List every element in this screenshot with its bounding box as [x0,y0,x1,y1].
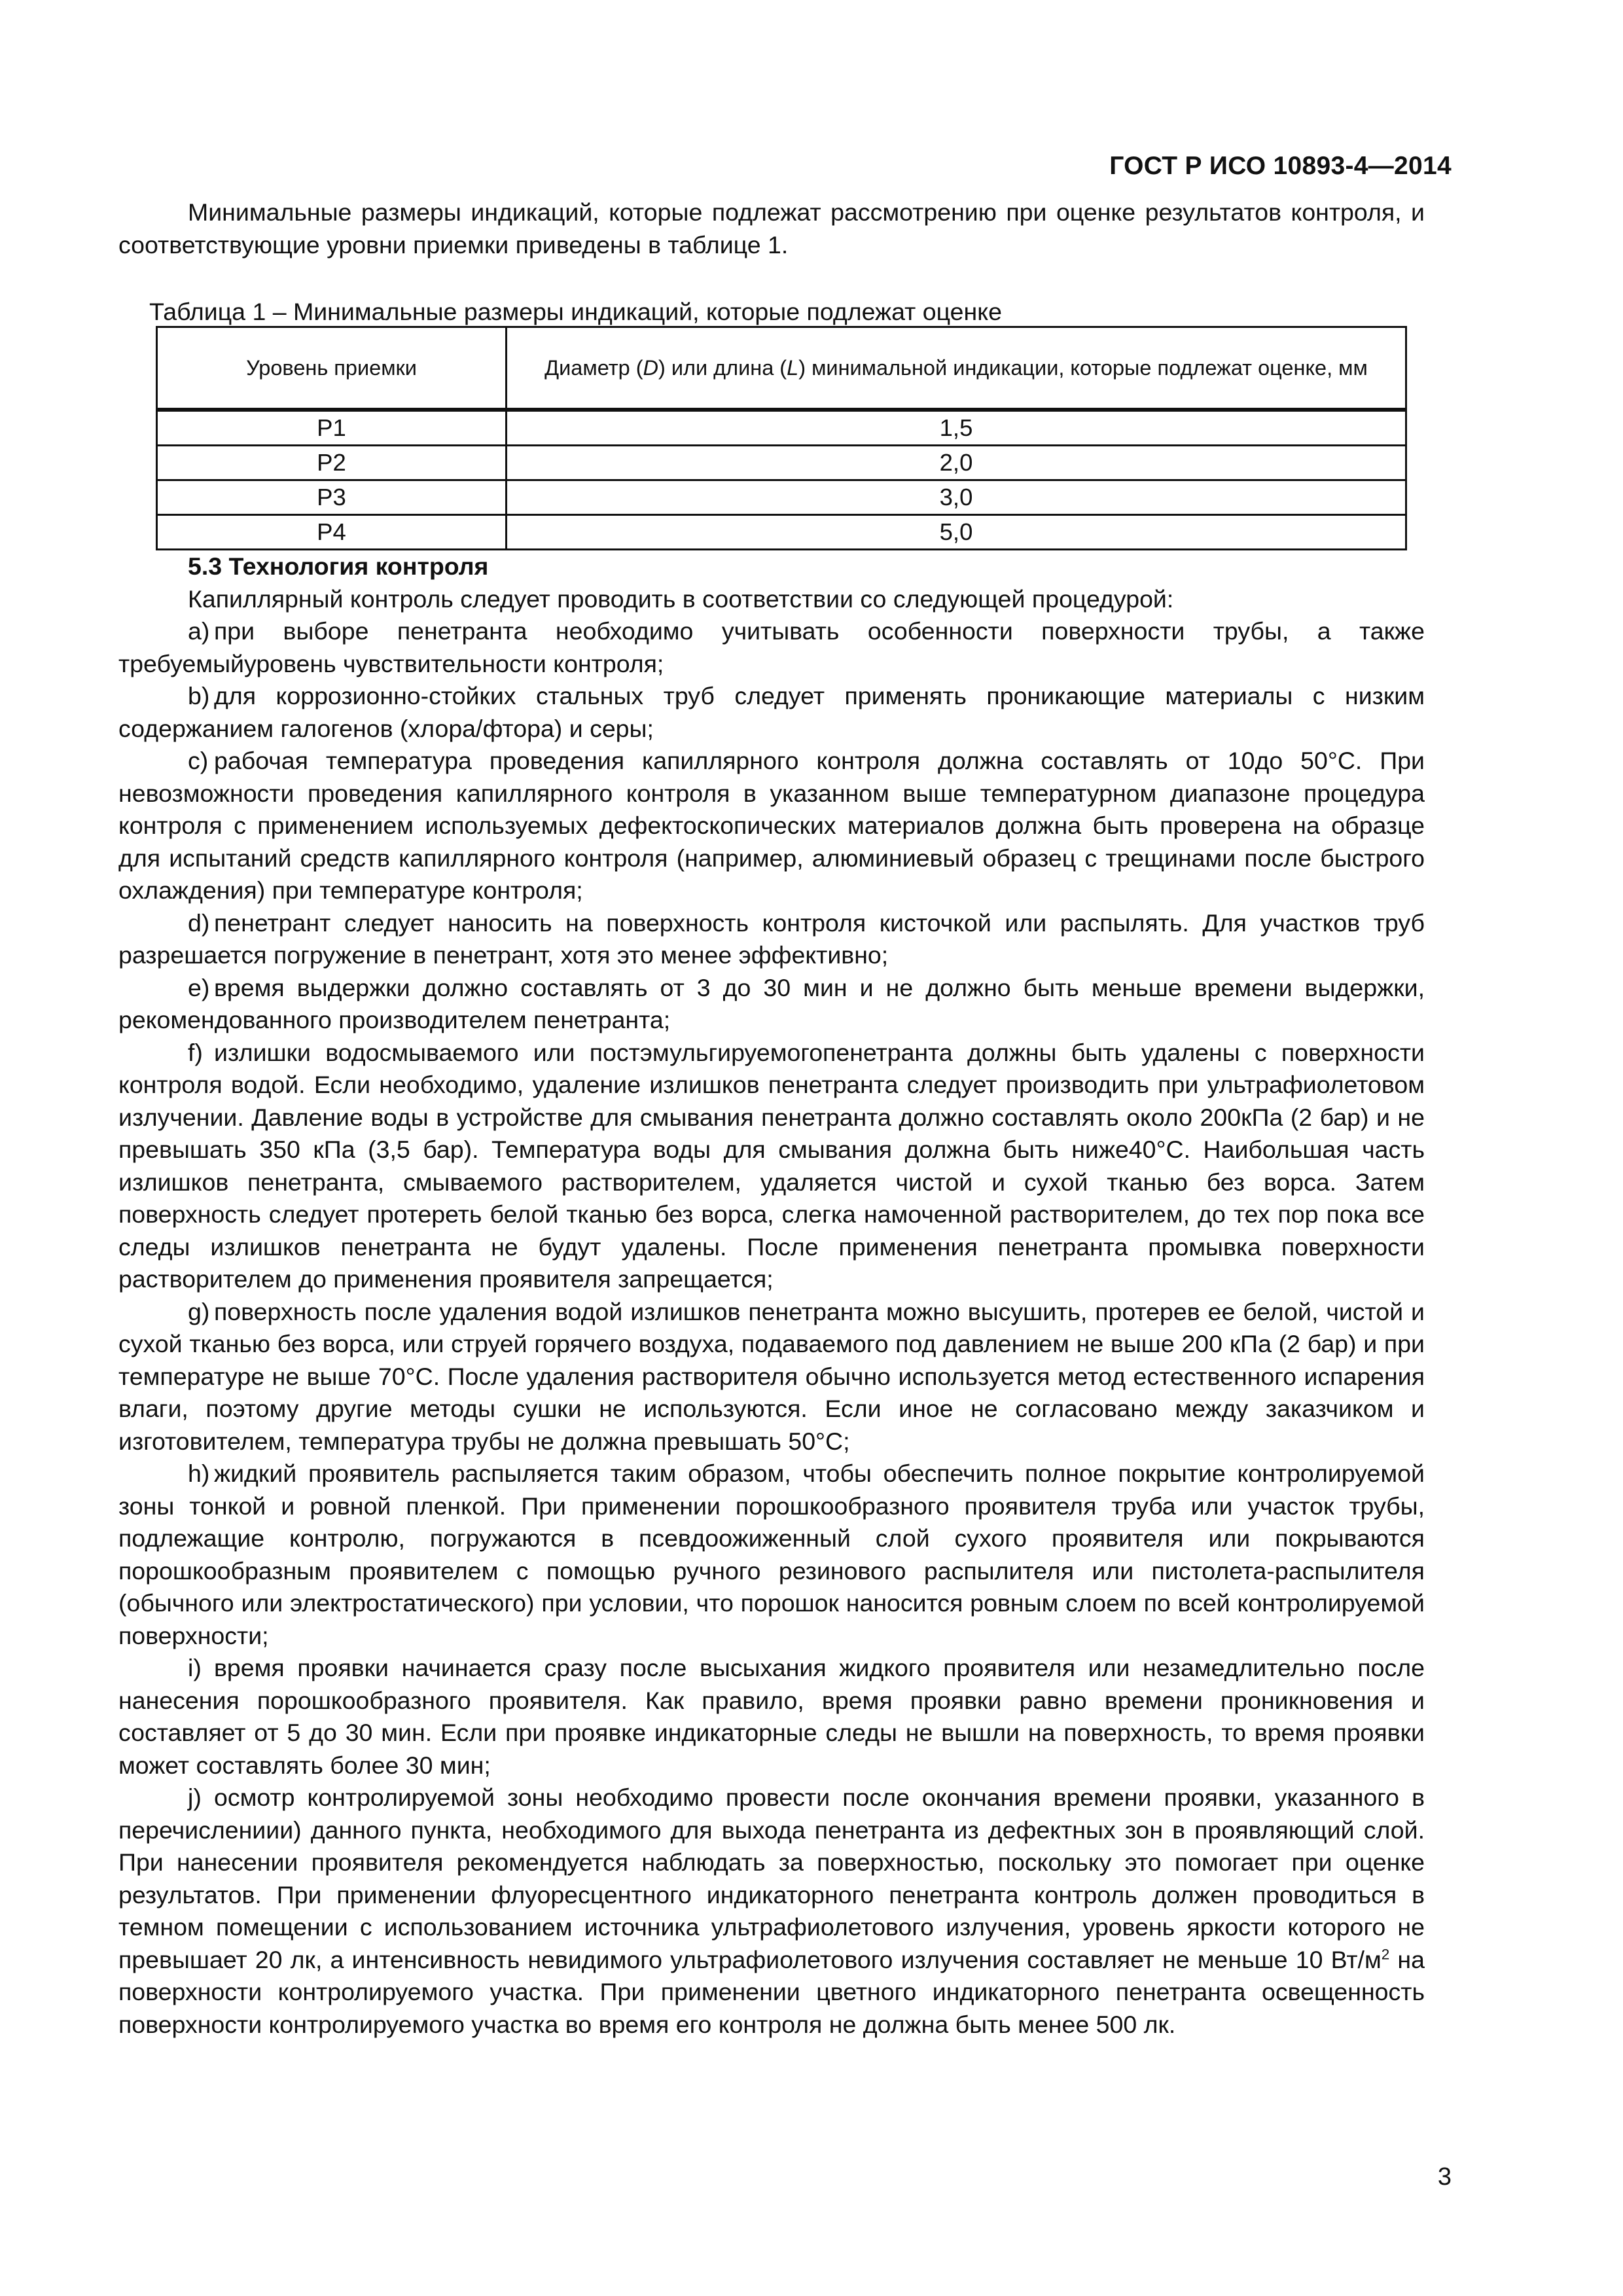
header-symbol-l: L [787,356,799,380]
list-label: e) [188,973,210,1001]
list-text: для коррозионно-стойких стальных труб следует применять проникающие материалы с низким содержанием галогенов (хлора/фтора) и серы; [118,682,1425,742]
list-label: a) [188,617,210,645]
table-row [157,480,1406,515]
header-text-part: ) или длина ( [658,356,787,380]
list-item-d [118,907,1425,972]
list-item-e [118,972,1425,1037]
header-text-part: ) минимальной индикации, которые подлежат оценке, мм [798,356,1368,380]
cell-level: P2 [157,446,507,480]
list-item-c [118,745,1425,907]
list-item-h [118,1458,1425,1652]
table-1 [156,326,1407,550]
list-label: d) [188,908,210,937]
list-text: время выдержки должно составлять от 3 до 30 мин и не должно быть меньше времени выдержки, рекомендованного производителем пенетранта; [118,973,1425,1033]
cell-level: P1 [157,410,507,446]
list-label: b) [188,682,210,709]
list-label: h) [188,1460,210,1487]
list-item-a [118,615,1425,680]
list-text: жидкий проявитель распыляется таким образом, чтобы обеспечить полное покрытие контролируемой зоны тонкой и ровной пленкой. При применении порошкообразного проявителя труба или участок трубы, подлежащие контролю, погружаются в псевдоожиженный слой сухого проявителя или покрываются порошкообразным проявителем с помощью ручного резинового распылителя или пистолета-распылителя (обычного или электростатического) при условии, что порошок наносится ровным слоем по всей контролируемой поверхности; [118,1460,1425,1649]
document-body [118,196,1425,2041]
table-row [157,410,1406,446]
list-text: рабочая температура проведения капиллярного контроля должна составлять от 10до 50°С. При невозможности проведения капиллярного контроля в указанном выше температурном диапазоне процедура контроля с применением используемых дефектоскопических материалов должна быть проверена на образце для испытаний средств капиллярного контроля (например, алюминиевый образец с трещинами после быстрого охлаждения) при температуре контроля; [118,747,1425,904]
header-acceptance-level: Уровень приемки [157,327,507,410]
cell-level: P3 [157,480,507,515]
superscript-2: 2 [1381,1946,1390,1962]
table-row [157,515,1406,550]
list-text: время проявки начинается сразу после высыхания жидкого проявителя или незамедлительно после нанесения порошкообразного проявителя. Как правило, время проявки равно времени проникновения и составляет от 5 до 30 мин. Если при проявке индикаторные следы не вышли на поверхность, то время проявки может составлять более 30 мин; [118,1654,1425,1779]
cell-size: 3,0 [507,480,1406,515]
list-text: пенетрант следует наносить на поверхность контроля кисточкой или распылять. Для участков труб разрешается погружение в пенетрант, хотя это менее эффективно; [118,908,1425,969]
list-label: j) [188,1784,202,1811]
cell-level: P4 [157,515,507,550]
list-label: f) [188,1038,203,1066]
cell-size: 5,0 [507,515,1406,550]
list-label: i) [188,1654,202,1681]
list-text: поверхность после удаления водой излишков пенетранта можно высушить, протерев ее белой, чистой и сухой тканью без ворса, или струей горячего воздуха, подаваемого под давлением не выше 200 кПа (2 бар) и при температуре не выше 70°С. После удаления растворителя обычно используется метод естественного испарения влаги, поэтому другие методы сушки не используются. Если иное не согласовано между заказчиком и изготовителем, температура трубы не должна превышать 50°С; [118,1297,1425,1455]
header-text-part: Диаметр ( [544,356,643,380]
list-item-b [118,680,1425,745]
list-text: при выборе пенетранта необходимо учитывать особенности поверхности трубы, а также требуемыйуровень чувствительности контроля; [118,617,1425,677]
list-label: c) [188,747,209,774]
cell-size: 1,5 [507,410,1406,446]
list-item-i [118,1652,1425,1782]
intro-paragraph: Минимальные размеры индикаций, которые подлежат рассмотрению при оценке результатов контроля, и соответствующие уровни приемки приведены в таблице 1. [118,198,1425,259]
section-lead: Капиллярный контроль следует проводить в соответствии со следующей процедурой: [188,584,1174,613]
header-min-indication [507,327,1406,410]
section-title: 5.3 Технология контроля [188,552,489,580]
list-item-g [118,1296,1425,1458]
header-symbol-d: D [643,356,659,380]
list-text: излишки водосмываемого или постэмульгируемогопенетранта должны быть удалены с поверхности контроля водой. Если необходимо, удаление излишков пенетранта следует производить при ультрафиолетовом излучении. Давление воды в устройстве для смывания пенетранта должно составлять около 200кПа (2 бар) и не превышать 350 кПа (3,5 бар). Температура воды для смывания должна быть ниже40°С. Наибольшая часть излишков пенетранта, смываемого растворителем, удаляется чистой и сухой тканью без ворса. Затем поверхность следует протереть белой тканью без ворса, слегка намоченной растворителем, до тех пор пока все следы излишков пенетранта не будут удалены. После применения пенетранта промывка поверхности растворителем до применения проявителя запрещается; [118,1038,1425,1293]
table-caption: Таблица 1 – Минимальные размеры индикаций, которые подлежат оценке [149,298,1002,325]
list-item-f [118,1037,1425,1296]
list-text: осмотр контролируемой зоны необходимо провести после окончания времени проявки, указанного в перечислениии) данного пункта, необходимого для выхода пенетранта из дефектных зон в проявляющий слой. При нанесении проявителя рекомендуется наблюдать за поверхностью, поскольку это помогает при оценке результатов. При применении флуоресцентного индикаторного пенетранта контроль должен проводиться в темном помещении с использованием источника ультрафиолетового излучения, уровень яркости которого не превышает 20 лк, а интенсивность невидимого ультрафиолетового излучения составляет не меньше 10 Вт/м [118,1784,1425,1973]
table-row [157,446,1406,480]
table-header-row [157,327,1406,410]
list-text: на поверхности контролируемого участка. При применении цветного индикаторного пенетранта освещенность поверхности контролируемого участка во время его контроля не должна быть менее 500 лк. [118,1945,1425,2038]
list-label: g) [188,1297,210,1325]
cell-size: 2,0 [507,446,1406,480]
list-item-j [118,1782,1425,2041]
page-number: 3 [1437,2163,1452,2191]
document-header: ГОСТ Р ИСО 10893-4—2014 [1109,152,1452,180]
